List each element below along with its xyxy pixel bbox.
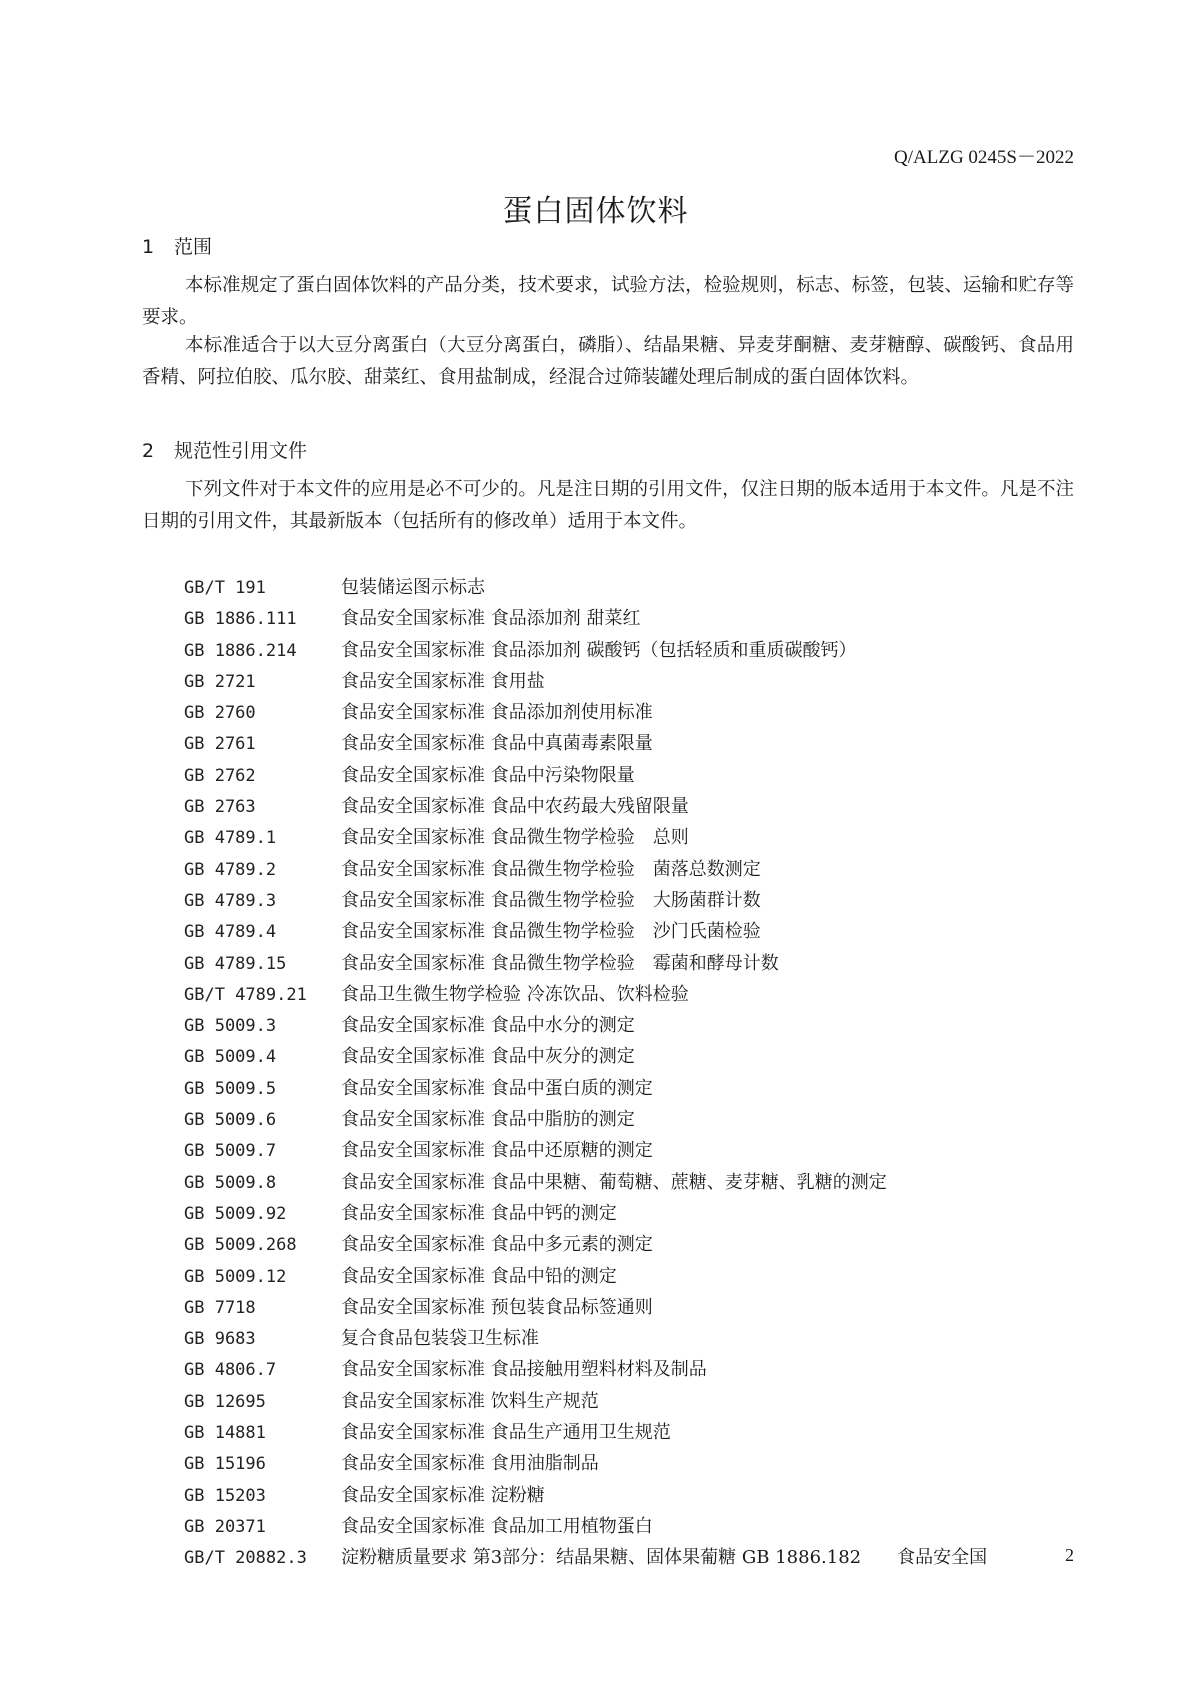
reference-item (184, 697, 1084, 728)
section-2-number: 2 (142, 440, 155, 462)
reference-item (184, 854, 1084, 885)
reference-code: GB 4789.4 (184, 922, 277, 943)
reference-code: GB 15203 (184, 1485, 266, 1506)
standard-code: Q/ALZG 0245S－2022 (894, 147, 1074, 168)
reference-item (184, 1542, 1084, 1573)
reference-item (184, 1354, 1084, 1385)
reference-item (184, 603, 1084, 634)
reference-title: 食品安全国家标准 饮料生产规范 (341, 1390, 599, 1412)
reference-title: 食品安全国家标准 食品加工用植物蛋白 (341, 1515, 653, 1537)
reference-title: 食品安全国家标准 食品微生物学检验 沙门氏菌检验 (341, 921, 761, 943)
reference-item (184, 1198, 1084, 1229)
reference-title: 食品安全国家标准 食品中农药最大残留限量 (341, 796, 689, 818)
reference-title: 食品安全国家标准 食品中灰分的测定 (341, 1046, 635, 1068)
reference-title: 食品安全国家标准 食品中果糖、葡萄糖、蔗糖、麦芽糖、乳糖的测定 (341, 1171, 887, 1193)
reference-item (184, 1511, 1084, 1542)
reference-title: 食品安全国家标准 食品添加剂使用标准 (341, 702, 653, 724)
reference-code: GB 4789.1 (184, 828, 277, 849)
reference-item (184, 948, 1084, 979)
section-1-heading (142, 232, 212, 259)
reference-title: 食品安全国家标准 食品中真菌毒素限量 (341, 733, 653, 755)
reference-code: GB 2762 (184, 765, 256, 786)
reference-code: GB 5009.268 (184, 1235, 297, 1256)
reference-title: 食品安全国家标准 食用油脂制品 (341, 1453, 599, 1475)
reference-item (184, 1167, 1084, 1198)
reference-item (184, 1261, 1084, 1292)
reference-title: 食品安全国家标准 食用盐 (341, 670, 545, 692)
reference-title: 淀粉糖质量要求 第3部分：结晶果糖、固体果葡糖 GB 1886.182 食品安全国 (341, 1547, 988, 1569)
reference-code: GB 5009.8 (184, 1172, 277, 1193)
reference-code: GB 1886.111 (184, 609, 297, 630)
reference-code: GB 4806.7 (184, 1360, 277, 1381)
reference-item (184, 666, 1084, 697)
reference-title: 食品安全国家标准 食品微生物学检验 霉菌和酵母计数 (341, 952, 779, 974)
section-1-paragraph-1: 本标准规定了蛋白固体饮料的产品分类，技术要求，试验方法，检验规则，标志、标签，包装、运输和贮存等要求。 (142, 275, 1074, 328)
reference-item (184, 635, 1084, 666)
section-1-paragraph-2: 本标准适合于以大豆分离蛋白（大豆分离蛋白，磷脂）、结晶果糖、异麦芽酮糖、麦芽糖醇、碳酸钙、食品用香精、阿拉伯胶、瓜尔胶、甜菜红、食用盐制成，经混合过筛装罐处理后制成的蛋白固体饮料。 (142, 335, 1074, 388)
reference-item (184, 916, 1084, 947)
reference-list (184, 572, 1084, 1574)
reference-item (184, 885, 1084, 916)
reference-code: GB/T 20882.3 (184, 1548, 307, 1569)
reference-title: 食品安全国家标准 食品中还原糖的测定 (341, 1140, 653, 1162)
reference-code: GB/T 4789.21 (184, 984, 307, 1005)
section-2-intro: 下列文件对于本文件的应用是必不可少的。凡是注日期的引用文件，仅注日期的版本适用于本文件。凡是不注日期的引用文件，其最新版本（包括所有的修改单）适用于本文件。 (142, 479, 1074, 532)
reference-item (184, 1480, 1084, 1511)
reference-code: GB 5009.4 (184, 1047, 277, 1068)
reference-code: GB 7718 (184, 1297, 256, 1318)
reference-item (184, 1073, 1084, 1104)
reference-item (184, 1229, 1084, 1260)
reference-code: GB 12695 (184, 1391, 266, 1412)
section-2-heading (142, 436, 307, 463)
reference-title: 食品安全国家标准 食品中脂肪的测定 (341, 1109, 635, 1131)
reference-title: 食品安全国家标准 淀粉糖 (341, 1484, 545, 1506)
reference-item (184, 1135, 1084, 1166)
reference-code: GB 5009.5 (184, 1078, 277, 1099)
page-number: 2 (1065, 1545, 1074, 1565)
reference-item (184, 1323, 1084, 1354)
reference-code: GB 20371 (184, 1516, 266, 1537)
reference-title: 食品安全国家标准 食品中铅的测定 (341, 1265, 617, 1287)
reference-item (184, 979, 1084, 1010)
reference-code: GB 4789.15 (184, 953, 287, 974)
reference-code: GB 2761 (184, 734, 256, 755)
reference-item (184, 1386, 1084, 1417)
reference-item (184, 791, 1084, 822)
reference-code: GB 5009.6 (184, 1110, 277, 1131)
reference-code: GB 4789.2 (184, 859, 277, 880)
reference-title: 食品安全国家标准 食品生产通用卫生规范 (341, 1422, 671, 1444)
reference-item (184, 1010, 1084, 1041)
reference-title: 食品卫生微生物学检验 冷冻饮品、饮料检验 (341, 983, 689, 1005)
reference-code: GB 15196 (184, 1454, 266, 1475)
reference-code: GB 5009.12 (184, 1266, 287, 1287)
reference-item (184, 1448, 1084, 1479)
reference-code: GB 5009.92 (184, 1203, 287, 1224)
reference-title: 食品安全国家标准 预包装食品标签通则 (341, 1296, 653, 1318)
reference-item (184, 822, 1084, 853)
page-title: 蛋白固体饮料 (502, 194, 689, 229)
reference-title: 食品安全国家标准 食品中蛋白质的测定 (341, 1077, 653, 1099)
reference-title: 食品安全国家标准 食品中水分的测定 (341, 1015, 635, 1037)
section-2-title: 规范性引用文件 (174, 440, 308, 462)
reference-item (184, 572, 1084, 603)
section-1-title: 范围 (174, 236, 213, 258)
reference-item (184, 760, 1084, 791)
reference-code: GB 9683 (184, 1329, 256, 1350)
reference-code: GB 4789.3 (184, 890, 277, 911)
reference-item (184, 728, 1084, 759)
reference-code: GB 2763 (184, 797, 256, 818)
reference-title: 食品安全国家标准 食品添加剂 甜菜红 (341, 608, 641, 630)
reference-item (184, 1041, 1084, 1072)
reference-item (184, 1417, 1084, 1448)
reference-code: GB 2721 (184, 671, 256, 692)
reference-title: 食品安全国家标准 食品中钙的测定 (341, 1202, 617, 1224)
reference-code: GB 1886.214 (184, 640, 297, 661)
reference-title: 包装储运图示标志 (341, 577, 485, 598)
reference-title: 食品安全国家标准 食品微生物学检验 菌落总数测定 (341, 858, 761, 880)
reference-title: 食品安全国家标准 食品中污染物限量 (341, 764, 635, 786)
reference-item (184, 1292, 1084, 1323)
reference-title: 食品安全国家标准 食品微生物学检验 总则 (341, 827, 689, 849)
reference-title: 食品安全国家标准 食品接触用塑料材料及制品 (341, 1359, 707, 1381)
reference-item (184, 1104, 1084, 1135)
reference-title: 食品安全国家标准 食品添加剂 碳酸钙（包括轻质和重质碳酸钙） (341, 639, 857, 661)
reference-code: GB/T 191 (184, 578, 266, 598)
reference-code: GB 2760 (184, 703, 256, 724)
reference-title: 食品安全国家标准 食品中多元素的测定 (341, 1234, 653, 1256)
reference-code: GB 5009.3 (184, 1016, 277, 1037)
reference-title: 复合食品包装袋卫生标准 (341, 1328, 539, 1350)
reference-code: GB 14881 (184, 1423, 266, 1444)
reference-code: GB 5009.7 (184, 1141, 277, 1162)
reference-title: 食品安全国家标准 食品微生物学检验 大肠菌群计数 (341, 889, 761, 911)
section-1-number: 1 (142, 236, 155, 258)
